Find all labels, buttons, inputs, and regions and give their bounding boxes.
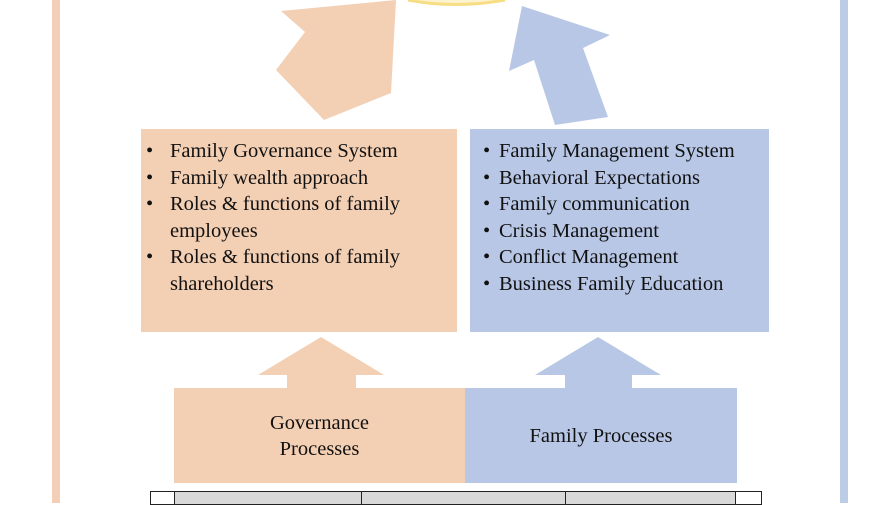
governance-list-item: • Family Governance System [141, 138, 449, 165]
arrow-governance-up-diagonal [276, 0, 396, 120]
table-cell [175, 492, 362, 504]
table-cell [151, 492, 175, 504]
arrow-family-up-diagonal [509, 6, 610, 125]
family-list-item: • Family communication [470, 191, 763, 218]
table-cell [736, 492, 761, 504]
arrow-governance-process-up [258, 337, 384, 390]
table-cell [566, 492, 736, 504]
family-list [470, 138, 763, 297]
governance-list-item: • Roles & functions of family shareholders [141, 244, 449, 297]
governance-list-item: • Roles & functions of family employees [141, 191, 449, 244]
governance-processes-label: Governance Processes [269, 411, 370, 460]
family-management-box [470, 129, 769, 332]
governance-system-box [141, 129, 457, 332]
table-cell [362, 492, 566, 504]
governance-processes-box [174, 388, 465, 483]
family-list-item: • Business Family Education [470, 271, 763, 298]
family-processes-box [465, 388, 737, 483]
family-processes-label: Family Processes [529, 424, 673, 447]
family-list-item: • Conflict Management [470, 244, 763, 271]
arrow-family-process-up [535, 337, 661, 390]
family-list-item: • Behavioral Expectations [470, 165, 763, 192]
governance-list-item: • Family wealth approach [141, 165, 449, 192]
governance-list [141, 138, 449, 297]
family-list-item: • Family Management System [470, 138, 763, 165]
family-list-item: • Crisis Management [470, 218, 763, 245]
